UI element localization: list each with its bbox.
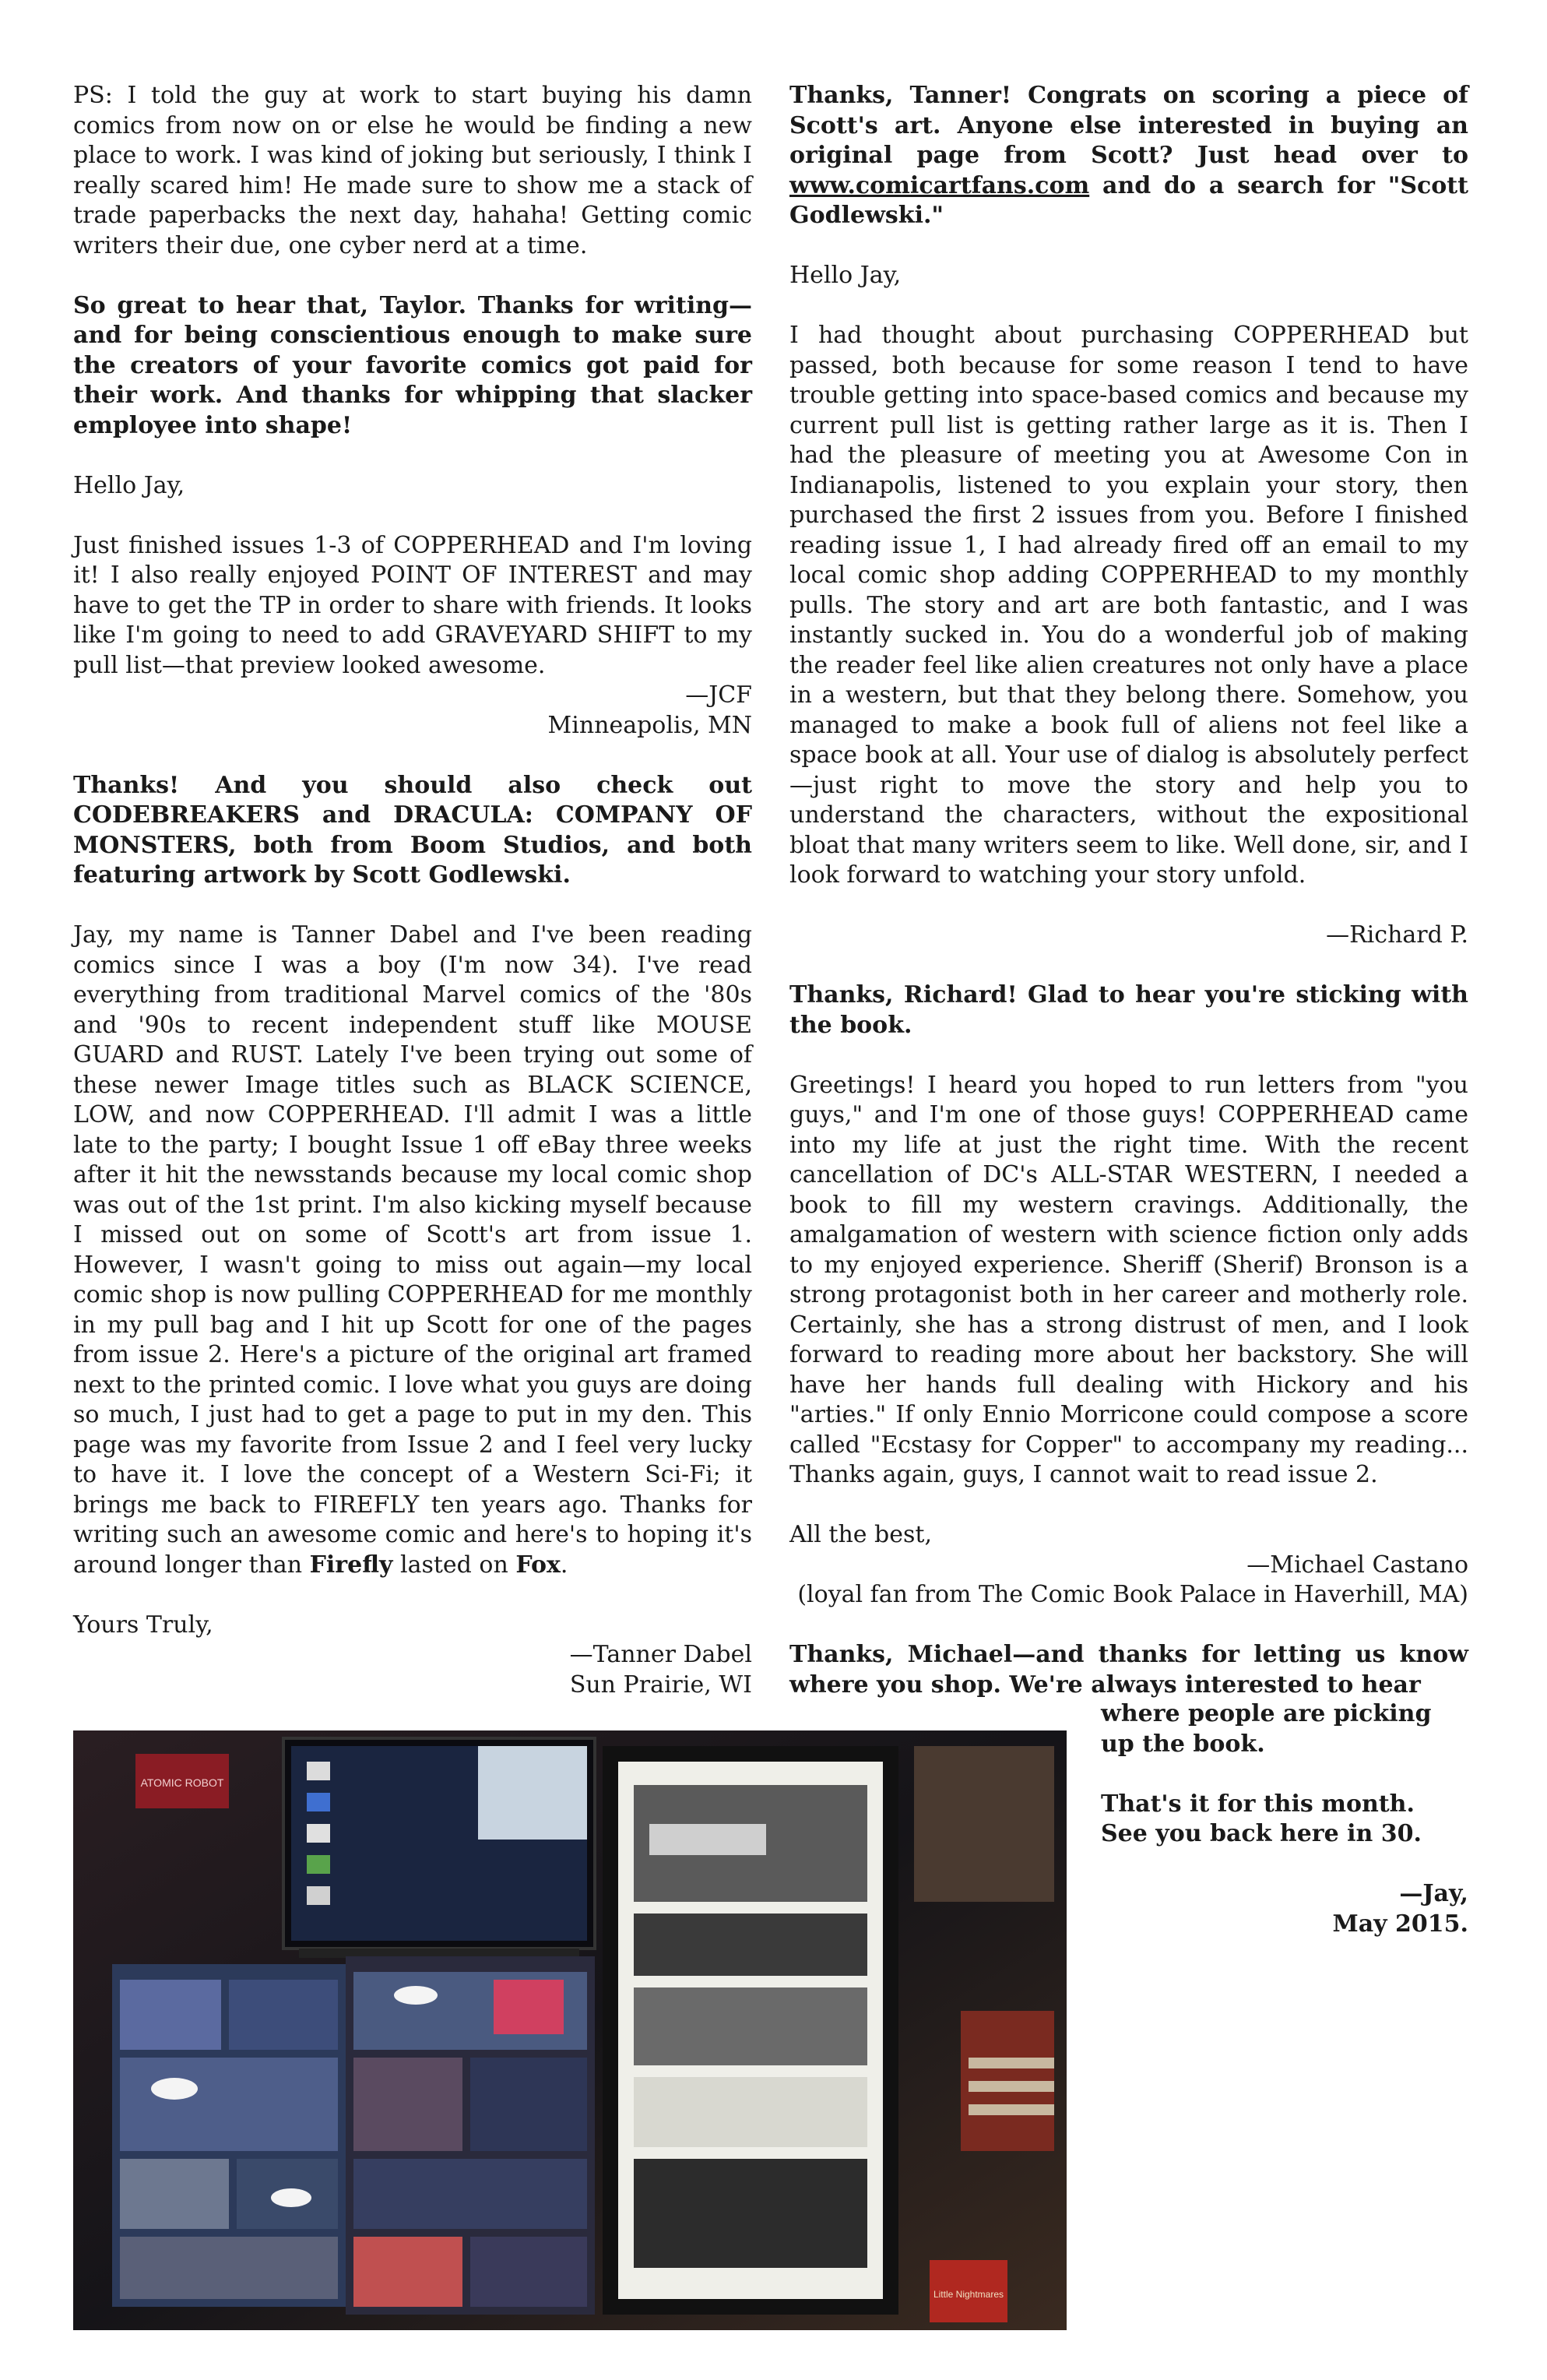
red-sign — [135, 1754, 229, 1808]
letter-michael: Greetings! I heard you hoped to run letters from "you guys," and I'm one of those guys! COPPERHEAD came into my life at just the right time. With the recent cancellation of DC's ALL-STAR WESTERN, I needed a book to fill my western cravings. Additionally, the amalgamation of western with science fiction only adds to my enjoyed experience. Sheriff (Sherif) Bronson is a strong protagonist both in her career and motherly role. Certainly, she has a strong distrust of men, and I look forward to reading more about her backstory. She will have her hands full dealing with Hickory and his "arties." If only Ennio Morricone could compose a score called "Ecstasy for Copper" to accompany my reading... Thanks again, guys, I cannot wait to read issue 2. — [789, 1071, 1468, 1488]
signature-name: —Jay, — [1399, 1880, 1468, 1907]
signature-name: —Michael Castano — [1246, 1551, 1468, 1579]
sign-off: That's it for this month. See you back here in 30. — [1101, 1790, 1422, 1847]
letter-text: . — [560, 1551, 568, 1579]
printed-comic — [112, 1956, 595, 2315]
signature-name: —Tanner Dabel — [569, 1641, 752, 1668]
closing-block — [1101, 1699, 1468, 1970]
letter-tanner — [73, 921, 752, 1580]
signature-name: —Richard P. — [1326, 921, 1468, 949]
signature-location: Sun Prairie, WI — [569, 1671, 752, 1699]
reply-richard: Thanks, Richard! Glad to hear you're sticking with the book. — [789, 981, 1468, 1039]
closing-michael: All the best, — [789, 1521, 933, 1548]
reply-michael-start: Thanks, Michael—and thanks for letting us know where you shop. We're always interested to hear — [789, 1641, 1468, 1699]
reply-taylor: So great to hear that, Taylor. Thanks for writing—and for being conscientious enough to make sure the creators of your favorite comics got paid for their work. And thanks for whipping that slacker employee into shape! — [73, 291, 752, 439]
signature-jcf — [73, 681, 752, 741]
closing-tanner: Yours Truly, — [73, 1611, 213, 1639]
signature-location: Minneapolis, MN — [547, 711, 752, 739]
signature-tanner — [73, 1640, 752, 1700]
book-title-text: Little Nightmares — [933, 2289, 1004, 2300]
bold-firefly: Firefly — [309, 1551, 393, 1579]
letter-text: Jay, my name is Tanner Dabel and I've been reading comics since I was a boy (I'm now 34). I've read everything from traditional Marvel comics of the '80s and '90s to recent independent stuff like MOUSE GUARD and RUST. Lately I've been trying out some of these newer Image titles such as BLACK SCIENCE, LOW, and now COPPERHEAD. I'll admit I was a little late to the party; I bought Issue 1 off eBay three weeks after it hit the newsstands because my local comic shop was out of the 1st print. I'm also kicking myself because I missed out on some of Scott's art from issue 1. However, I wasn't going to miss out again—my local comic shop is now pulling COPPERHEAD for me monthly in my pull bag and I hit up Scott for one of the pages from issue 2. Here's a picture of the original art framed next to the printed comic. I love what you guys are doing so much, I just had to get a page to put in my den. This page was my favorite from Issue 2 and I feel very lucky to have it. I love the concept of a Western Sci-Fi; it brings me back to FIREFLY ten years ago. Thanks for writing such an awesome comic and here's to hoping it's around longer than — [73, 921, 752, 1579]
monitor — [283, 1738, 595, 1958]
framed-original-art — [603, 1746, 898, 2315]
comic-art-photo — [73, 1730, 1067, 2330]
bold-fox: Fox — [515, 1551, 561, 1579]
right-column — [789, 81, 1468, 1700]
reply-text: and do a search for "Scott Godlewski." — [789, 171, 1468, 229]
reply-text: Thanks, Tanner! Congrats on scoring a piece of Scott's art. Anyone else interested in buying an original page from Scott? Just head over to — [789, 82, 1468, 169]
signature-richard — [789, 921, 1468, 951]
letter-jcf: Just finished issues 1-3 of COPPERHEAD and I'm loving it! I also really enjoyed POINT OF INTEREST and may have to get the TP in order to share with friends. It looks like I'm going to need to add GRAVEYARD SHIFT to my pull list—that preview looked awesome. — [73, 531, 752, 679]
signature-michael — [789, 1551, 1468, 1611]
signature-jay — [1101, 1879, 1468, 1939]
sign-text: ATOMIC ROBOT — [140, 1776, 224, 1789]
comicartfans-link[interactable]: www.comicartfans.com — [789, 171, 1090, 199]
reply-tanner — [789, 81, 1468, 231]
letter-text: lasted on — [392, 1551, 516, 1579]
photo-illustration — [73, 1730, 1067, 2330]
signature-date: May 2015. — [1332, 1910, 1468, 1938]
greeting-richard: Hello Jay, — [789, 262, 902, 289]
signature-name: —JCF — [685, 681, 752, 709]
greeting-jcf: Hello Jay, — [73, 471, 185, 499]
reply-jcf: Thanks! And you should also check out CODEBREAKERS and DRACULA: COMPANY OF MONSTERS, both from Boom Studios, and both featuring artwork by Scott Godlewski. — [73, 771, 752, 889]
signature-location: (loyal fan from The Comic Book Palace in Haverhill, MA) — [797, 1581, 1468, 1608]
left-column — [73, 81, 752, 1730]
letter-taylor-ps: PS: I told the guy at work to start buying his damn comics from now on or else he would be finding a new place to work. I was kind of joking but seriously, I think I really scared him! He made sure to show me a stack of trade paperbacks the next day, hahaha! Getting comic writers their due, one cyber nerd at a time. — [73, 82, 752, 259]
letter-richard: I had thought about purchasing COPPERHEAD but passed, both because for some reason I tend to have trouble getting into space-based comics and because my current pull list is getting rather large as it is. Then I had the pleasure of meeting you at Awesome Con in Indianapolis, listened to you explain your story, then purchased the first 2 issues from you. Before I finished reading issue 1, I had already fired off an email to my local comic shop adding COPPERHEAD to my monthly pulls. The story and art are both fantastic, and I was instantly sucked in. You do a wonderful job of making the reader feel like alien creatures not only have a place in a western, but that they belong there. Somehow, you managed to make a book full of aliens not feel like a space book at all. Your use of dialog is absolutely perfect—just right to move the story and help you to understand the characters, without the expositional bloat that many writers seem to like. Well done, sir, and I look forward to watching your story unfold. — [789, 322, 1468, 889]
reply-michael-end: where people are picking up the book. — [1101, 1700, 1432, 1758]
